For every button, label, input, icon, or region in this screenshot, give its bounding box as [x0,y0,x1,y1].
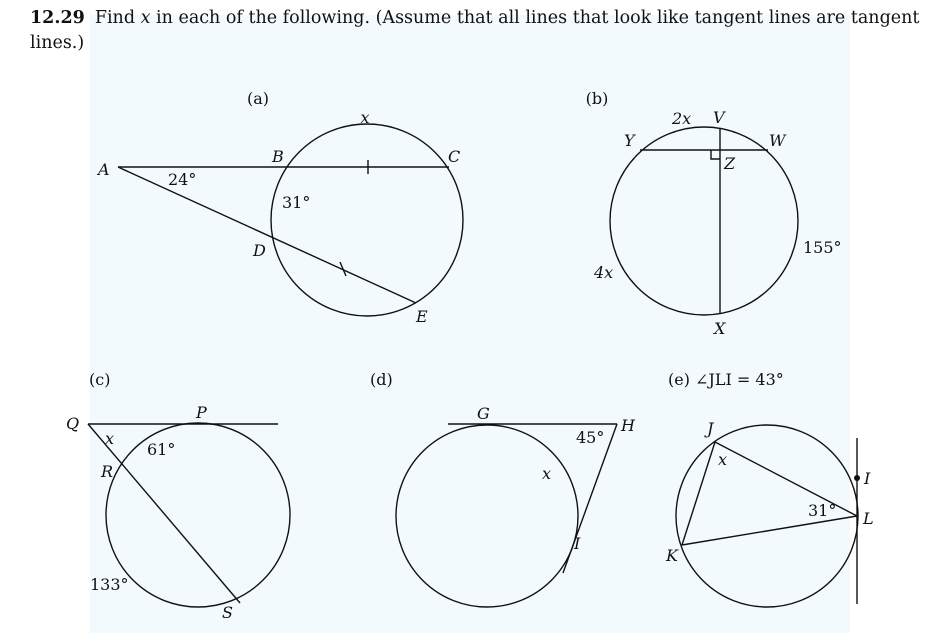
figure-c-point-p: P [196,403,207,422]
figure-a-angle-a: 24° [168,170,197,189]
figure-e-caption: (e) ∠JLI = 43° [668,370,784,389]
figure-e-angle-j: x [718,450,728,469]
figure-d-point-h: H [621,416,635,435]
problem-text-before: Find [94,8,141,28]
figure-b-circle [610,127,798,315]
figure-e-angle-l: 31° [808,501,837,520]
figure-b-point-v: V [713,108,725,127]
figure-c-arc-bottom: 133° [90,575,129,594]
figure-c-angle-r: 61° [147,440,176,459]
figure-a-point-d: D [253,241,266,260]
figure-d-arc-gi: x [542,464,552,483]
figure-a-circle [271,124,463,316]
figure-a-angle-inner: 31° [282,193,311,212]
figure-a [96,89,463,326]
figure-c-point-s: S [222,603,233,622]
figure-d-point-i: I [574,534,581,553]
figure-a-arc-x: x [360,108,370,127]
figure-b-arc-right: 155° [803,238,842,257]
figure-d-point-g: G [477,404,490,423]
figure-b-arc-left: 4x [594,263,614,282]
figure-b-right-angle-mark [711,150,720,159]
figure-d-caption: (d) [370,370,393,389]
figure-a-caption: (a) [246,89,270,108]
figure-a-point-c: C [448,147,461,166]
figure-c-circle [106,423,290,607]
figure-b-caption: (b) [585,89,609,108]
figure-a-point-e: E [416,307,428,326]
figure-d [370,370,636,607]
problem-number: 12.29 [30,8,85,28]
figure-e-chord-jk [682,442,715,545]
figure-d-angle-h: 45° [576,428,605,447]
figure-a-point-b: B [272,147,284,166]
figure-c-point-r: R [101,462,114,481]
figure-c [66,370,290,622]
figure-d-circle [396,425,578,607]
figure-e-point-i: I [864,469,871,488]
figure-b-point-z: Z [724,154,736,173]
figure-a-secant-ae [118,167,416,303]
figure-c-caption: (c) [89,370,111,389]
figure-e-point-l: L [863,509,874,528]
figure-e-point-k: K [666,546,678,565]
figure-e-point-j: J [707,419,714,438]
figure-b-point-w: W [769,131,786,150]
figure-e-point-i-dot [854,475,860,481]
figure-e-chord-kl [682,516,857,545]
figure-c-angle-q: x [105,429,115,448]
figure-b [586,89,842,338]
problem-text-after: in each of the following. (Assume that all lines that look like tangent lines are tangent lines.) [30,8,920,53]
figure-b-point-x: X [714,319,726,338]
problem-variable: x [140,8,151,28]
figure-b-arc-yv: 2x [672,109,692,128]
figure-c-point-q: Q [66,414,80,433]
figure-a-point-a: A [98,160,110,179]
figure-e [665,370,874,607]
figure-b-point-y: Y [624,131,635,150]
